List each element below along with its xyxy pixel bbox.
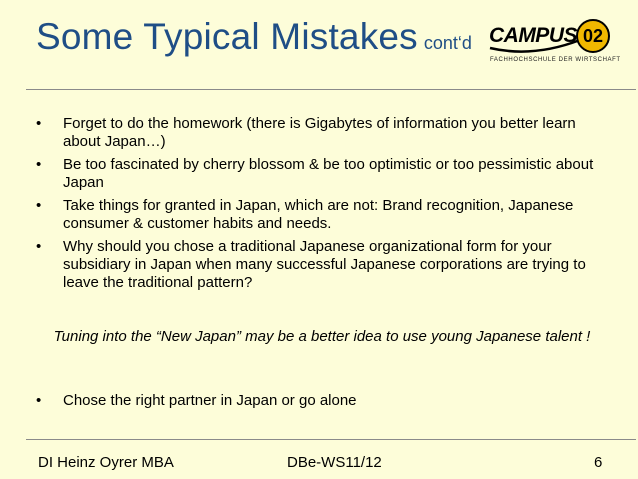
logo-tagline: FACHHOCHSCHULE DER WIRTSCHAFT: [490, 57, 621, 63]
footer-divider: [26, 439, 636, 440]
bullet-icon: •: [36, 197, 42, 214]
bullet-text: Be too fascinated by cherry blossom & be too optimistic or too pessimistic about Japan: [63, 156, 594, 191]
bullet-icon: •: [36, 238, 42, 255]
bullet-text: Forget to do the homework (there is Gigabytes of information you better learn about Japan…): [63, 115, 576, 150]
list-item: [36, 238, 596, 292]
footer-course: DBe-WS11/12: [287, 454, 382, 471]
list-item: [36, 197, 596, 233]
header-divider: [26, 89, 636, 90]
list-item: [36, 156, 596, 192]
bullet-icon: •: [36, 115, 42, 132]
list-item: [36, 392, 596, 410]
bullet-text: Chose the right partner in Japan or go alone: [63, 392, 357, 409]
title-text: Some Typical Mistakes: [36, 16, 418, 57]
logo-number: 02: [582, 26, 604, 46]
closing-bullet-list: [36, 392, 596, 410]
bullet-icon: •: [36, 156, 42, 173]
title-suffix: cont‘d: [423, 33, 472, 53]
footer-author: DI Heinz Oyrer MBA: [38, 454, 174, 471]
campus-02-logo: [488, 18, 621, 68]
bullet-list: [36, 115, 596, 297]
page-number: 6: [594, 454, 603, 471]
bullet-text: Why should you chose a traditional Japanese organizational form for your subsidiary in Japan when many successful Japanese corporations are trying to leave the traditional pattern?: [63, 238, 586, 291]
logo-word: CAMPUS: [488, 24, 577, 47]
bullet-icon: •: [36, 392, 42, 409]
slide-title: [36, 16, 472, 58]
highlight-quote: Tuning into the “New Japan” may be a better idea to use young Japanese talent !: [53, 328, 591, 345]
list-item: [36, 115, 596, 151]
bullet-text: Take things for granted in Japan, which are not: Brand recognition, Japanese consumer & customer habits and needs.: [63, 197, 574, 232]
